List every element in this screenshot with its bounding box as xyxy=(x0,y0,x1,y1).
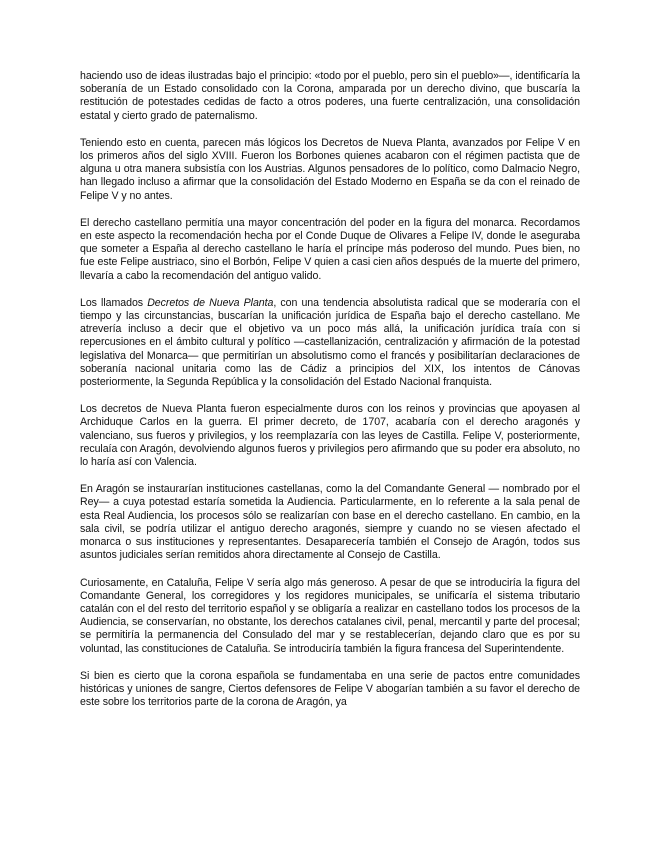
paragraph-4-italic-title: Decretos de Nueva Planta xyxy=(147,296,274,309)
paragraph-2: Teniendo esto en cuenta, parecen más lógicos los Decretos de Nueva Planta, avanzados por Felipe V en los primeros años del siglo XVIII. Fueron los Borbones quienes acabaron con el régimen pactista que de alguna u otra manera subsistía con los Austrias. Algunos pensadores de lo político, como Dalmacio Negro, han llegado incluso a afirmar que la consolidación del Estado Moderno en España se da con el reinado de Felipe V y no antes. xyxy=(80,136,580,202)
paragraph-8: Si bien es cierto que la corona española se fundamentaba en una serie de pactos entre comunidades históricas y uniones de sangre, Ciertos defensores de Felipe V abogarían también a su favor el derecho de este sobre los territorios parte de la corona de Aragón, ya xyxy=(80,669,580,709)
paragraph-7: Curiosamente, en Cataluña, Felipe V sería algo más generoso. A pesar de que se introduciría la figura del Comandante General, los corregidores y los regidores municipales, se unificaría el sistema tributario catalán con el del resto del territorio español y se obligaría a realizar en castellano todos los procesos de la Audiencia, se conservarían, no obstante, los derechos catalanes civil, penal, mercantil y parte del procesal; se permitiría la permanencia del Consulado del mar y se restablecerían, dejando claro que es por su voluntad, las constituciones de Cataluña. Se introduciría también la figura francesa del Superintendente. xyxy=(80,576,580,655)
paragraph-4-body: , con una tendencia absolutista radical que se moderaría con el tiempo y las circunstancias, buscarían la unificación jurídica de España bajo el derecho castellano. Me atrevería incluso a decir que el objetivo va un poco más allá, la unificación jurídica traía con si repercusiones en el ámbito cultural y político —castellanización, centralización y afirmación de la potestad legislativa del Monarca— que permitirían un absolutismo como el francés y posibilitarían declaraciones de soberanía nacional unitaria como las de Cádiz a principios del XIX, los intentos de Cánovas posteriormente, la Segunda República y la consolidación del Estado Nacional franquista. xyxy=(80,296,580,389)
paragraph-4 xyxy=(80,297,580,389)
paragraph-1: haciendo uso de ideas ilustradas bajo el principio: «todo por el pueblo, pero sin el pueblo»—, identificaría la soberanía de un Estado consolidado con la Corona, amparada por un derecho divino, que buscaría la restitución de potestades cedidas de facto a otros poderes, una fuerte centralización, una consolidación estatal y cierto grado de paternalismo. xyxy=(80,70,580,122)
paragraph-5: Los decretos de Nueva Planta fueron especialmente duros con los reinos y provincias que apoyasen al Archiduque Carlos en la guerra. El primer decreto, de 1707, acabaría con el derecho aragonés y valenciano, sus fueros y privilegios, y los reemplazaría con las leyes de Castilla. Felipe V, posteriormente, reculaía con Aragón, devolviendo algunos fueros y privilegios pero afirmando que su poder era absoluto, no lo haría así con Valencia. xyxy=(80,403,580,469)
document-page xyxy=(80,70,580,723)
paragraph-3: El derecho castellano permitía una mayor concentración del poder en la figura del monarca. Recordamos en este aspecto la recomendación hecha por el Conde Duque de Olivares a Felipe IV, donde le aseguraba que someter a España al derecho castellano le haría el príncipe más poderoso del mundo. Pues bien, no fue este Felipe austriaco, sino el Borbón, Felipe V quien a casi cien años después de la muerte del primero, llevaría a cabo la recomendación del antiguo valido. xyxy=(80,216,580,282)
paragraph-6: En Aragón se instaurarían instituciones castellanas, como la del Comandante General — nombrado por el Rey— a cuya potestad estaría sometida la Audiencia. Particularmente, en lo referente a la sala penal de esta Real Audiencia, los procesos sólo se realizarían con base en el derecho castellano. En cambio, en la sala civil, se podría utilizar el antiguo derecho aragonés, siempre y cuando no se viesen afectado el monarca o sus instituciones y representantes. Desaparecería también el Consejo de Aragón, todos sus asuntos judiciales serían remitidos ahora directamente al Consejo de Castilla. xyxy=(80,483,580,562)
paragraph-4-intro: Los llamados xyxy=(80,296,148,309)
